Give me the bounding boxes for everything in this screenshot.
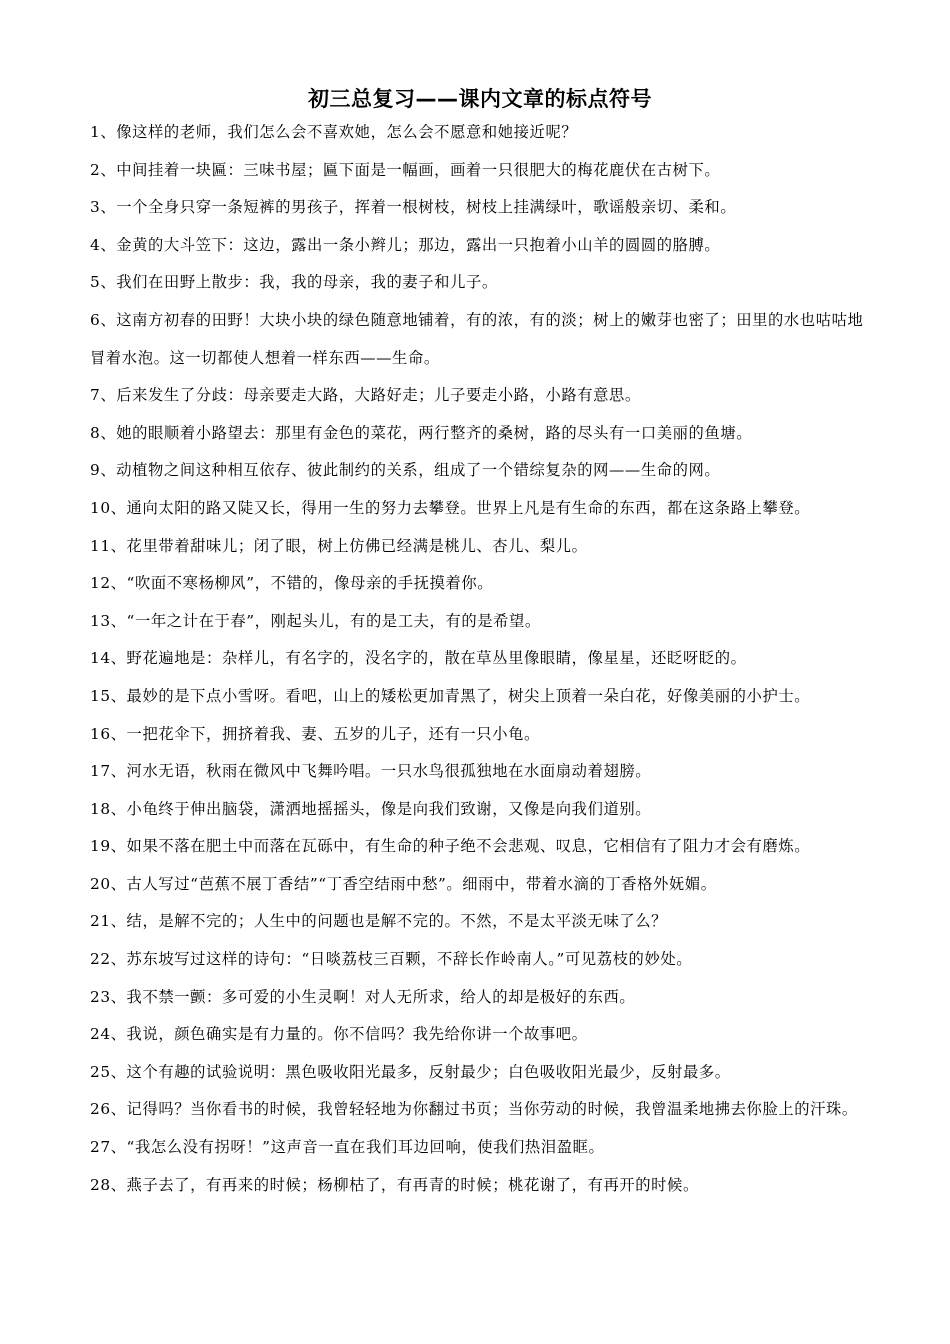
sentence-item: 13、“一年之计在于春”，刚起头儿，有的是工夫，有的是希望。 (90, 611, 541, 630)
sentence-item: 1、像这样的老师，我们怎么会不喜欢她，怎么会不愿意和她接近呢？ (90, 123, 578, 141)
sentence-item: 17、河水无语，秋雨在微风中飞舞吟唱。一只水鸟很孤独地在水面扇动着翅膀。 (90, 762, 652, 781)
sentence-item: 28、燕子去了，有再来的时候；杨柳枯了，有再青的时候；桃花谢了，有再开的时候。 (90, 1175, 699, 1194)
sentence-item: 20、古人写过“芭蕉不展丁香结”“丁香空结雨中愁”。细雨中，带着水滴的丁香格外妩媚。 (90, 874, 717, 893)
sentence-item: 18、小龟终于伸出脑袋，潇洒地摇摇头，像是向我们致谢，又像是向我们道别。 (90, 799, 652, 818)
sentence-item: 12、“吹面不寒杨柳风”，不错的，像母亲的手抚摸着你。 (90, 574, 494, 593)
document-title: 初三总复习——课内文章的标点符号 (308, 87, 652, 111)
sentence-item: 26、记得吗？当你看书的时候，我曾轻轻地为你翻过书页；当你劳动的时候，我曾温柔地拂去你脸上的汗珠。 (90, 1100, 858, 1119)
sentence-item: 11、花里带着甜味儿；闭了眼，树上仿佛已经满是桃儿、杏儿、梨儿。 (90, 536, 588, 555)
sentence-item: 6、这南方初春的田野！大块小块的绿色随意地铺着，有的浓，有的淡；树上的嫩芽也密了；田里的水也咕咕地冒着水泡。这一切都使人想着一样东西——生命。 (90, 310, 864, 367)
sentence-item: 5、我们在田野上散步：我，我的母亲，我的妻子和儿子。 (90, 273, 498, 292)
sentence-list (90, 114, 870, 1204)
sentence-item: 2、中间挂着一块匾：三味书屋；匾下面是一幅画，画着一只很肥大的梅花鹿伏在古树下。 (90, 160, 721, 179)
sentence-item: 7、后来发生了分歧：母亲要走大路，大路好走；儿子要走小路，小路有意思。 (90, 386, 641, 405)
sentence-item: 21、结，是解不完的；人生中的问题也是解不完的。不然，不是太平淡无味了么？ (90, 912, 668, 931)
sentence-item: 16、一把花伞下，拥挤着我、妻、五岁的儿子，还有一只小龟。 (90, 724, 540, 743)
sentence-item: 15、最妙的是下点小雪呀。看吧，山上的矮松更加青黑了，树尖上顶着一朵白花，好像美丽的小护士。 (90, 686, 811, 705)
sentence-item: 10、通向太阳的路又陡又长，得用一生的努力去攀登。世界上凡是有生命的东西，都在这条路上攀登。 (90, 498, 811, 517)
sentence-item: 4、金黄的大斗笠下：这边，露出一条小辫儿；那边，露出一只抱着小山羊的圆圆的胳膊。 (90, 235, 721, 254)
sentence-item: 25、这个有趣的试验说明：黑色吸收阳光最多，反射最少；白色吸收阳光最少，反射最多。 (90, 1062, 731, 1081)
sentence-item: 27、“我怎么没有拐呀！”这声音一直在我们耳边回响，使我们热泪盈眶。 (90, 1138, 605, 1157)
sentence-item: 24、我说，颜色确实是有力量的。你不信吗？我先给你讲一个故事吧。 (90, 1025, 588, 1044)
sentence-item: 19、如果不落在肥土中而落在瓦砾中，有生命的种子绝不会悲观、叹息，它相信有了阻力才会有磨炼。 (90, 837, 811, 856)
sentence-item: 8、她的眼顺着小路望去：那里有金色的菜花，两行整齐的桑树，路的尽头有一口美丽的鱼塘。 (90, 423, 753, 442)
sentence-item: 3、一个全身只穿一条短裤的男孩子，挥着一根树枝，树枝上挂满绿叶，歌谣般亲切、柔和。 (90, 198, 737, 217)
sentence-item: 22、苏东坡写过这样的诗句：“日啖荔枝三百颗，不辞长作岭南人。”可见荔枝的妙处。 (90, 950, 693, 969)
document-page (90, 84, 870, 1204)
sentence-item: 23、我不禁一颤：多可爱的小生灵啊！对人无所求，给人的却是极好的东西。 (90, 987, 636, 1006)
sentence-item: 9、动植物之间这种相互依存、彼此制约的关系，组成了一个错综复杂的网——生命的网。 (90, 461, 721, 480)
sentence-item: 14、野花遍地是：杂样儿，有名字的，没名字的，散在草丛里像眼睛，像星星，还眨呀眨的。 (90, 649, 747, 668)
